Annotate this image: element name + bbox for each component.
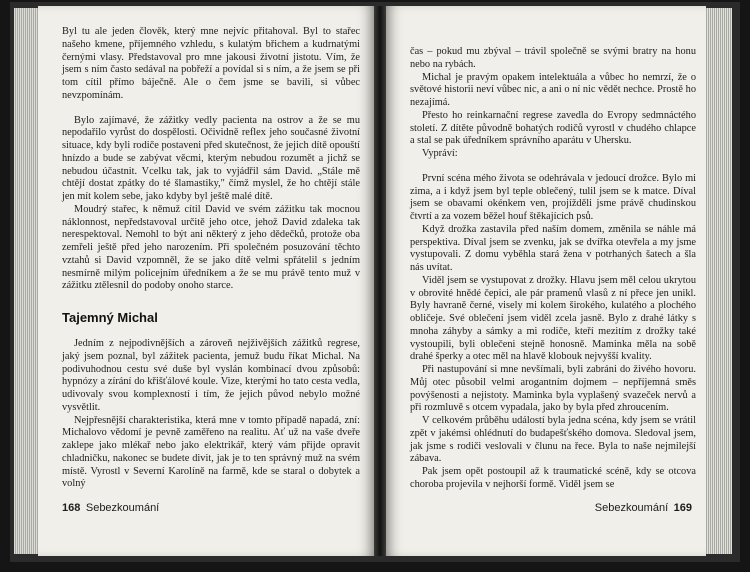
paragraph: Nejpřesnější charakteristika, která mne v tomto případě napadá, zní: Michalovo vědomí je pevně zaměřeno na realitu. Ať už na vaše dveře zaklepe jako mlékař nebo jako elektrikář, který vám přijde opravit chladničku, nakonec se budete divit, jak je to ten správný muž na svém místě. Vyrostl v Severní Karolíně na farmě, kde se staral o dobytek a volný xyxy=(62,414,360,490)
right-page-text xyxy=(410,46,696,492)
chapter-heading: Tajemný Michal xyxy=(62,310,158,325)
right-page-folio xyxy=(595,502,692,514)
left-page-body-top xyxy=(62,26,360,293)
paragraph: Při nastupování si mne nevšímali, byli zabráni do živého hovoru. Můj otec působil velmi arogantním dojmem – nepříjemná směs povýšenosti a nejistoty. Maminka byla vyplašený svazeček nervů a při rozmluvě s otcem vypadala, jako by byla před zhroucením. xyxy=(410,364,696,414)
left-page-folio xyxy=(62,502,159,514)
paragraph: Když drožka zastavila před naším domem, změnila se náhle má perspektiva. Díval jsem se zvenku, jak se dvířka otevřela a my jsme vystupovali. Z domu vyběhla stará žena v potrhaných šatech a šla nás uvítat. xyxy=(410,223,696,273)
right-page xyxy=(386,6,706,556)
right-page-edges xyxy=(704,8,732,554)
paragraph: Přesto ho reinkarnační regrese zavedla do Evropy sedmnáctého století. Z dítěte původně bohatých rodičů vyrostl v chudého chlapce a stal se pak úředníkem správního aparátu v Uhersku. xyxy=(410,109,696,147)
paragraph: Viděl jsem se vystupovat z drožky. Hlavu jsem měl celou ukrytou v obrovité hnědé čepici, ale pár pramenů vlasů z ní přece jen unikl. Byly havraně černé, visely mi kolem širokého, kulatého a plochého obličeje. Své oblečení jsem viděl zcela jasně. Bylo z drahé látky s mnoha záhyby a sámky a mi rodiče, kteří mezitím z drožky také vystoupili, byli oblečeni stejně honosně. Maminka měla na sobě drahé šperky a otec měl na hlavě klobouk nejvyšší kvality. xyxy=(410,274,696,363)
left-page xyxy=(38,6,374,556)
left-running-title: Sebezkoumání xyxy=(85,502,160,514)
paragraph: čas – pokud mu zbýval – trávil společně se svými bratry na honu nebo na rybách. xyxy=(410,46,696,70)
right-running-title: Sebezkoumání xyxy=(594,502,669,514)
right-page-number: 169 xyxy=(673,502,692,514)
left-page-text xyxy=(62,26,360,491)
paragraph: Vypráví: xyxy=(422,148,458,159)
right-page-body xyxy=(410,46,696,492)
left-page-body-bottom xyxy=(62,338,360,491)
paragraph: Byl tu ale jeden člověk, který mne nejvíc přitahoval. Byl to stařec našeho kmene, příjemného vzhledu, s kulatým břichem a kudrnatými černými vlasy. Představoval pro mne jakousi životní jistotu. Vím, že jsem s ním často sedával na pobřeží a povídal si s ním, a že jsem se při tom cítil přímo báječně. Ale o čem jsme se bavili, si vůbec nevzpomínám. xyxy=(62,26,360,101)
paragraph: První scéna mého života se odehrávala v jedoucí drožce. Bylo mi zima, a i když jsem byl teple oblečený, tulil jsem se k matce. Díval jsem se obavami okénkem ven, projížděli jsme právě chudinskou čtvrtí a za vozem běžel houf štěkajících psů. xyxy=(410,172,696,222)
left-page-edges xyxy=(14,8,40,554)
paragraph: Jedním z nejpodivnějších a zároveň nejživějších zážitků regrese, jaký jsem poznal, byl zážitek pacienta, jemuž budu říkat Michal. Na podivuhodnou cestu své duše byl vyslán kombinací dvou způsobů: hypnózy a zírání do křišťálové koule. Vize, kterými ho tato cesta vedla, udivovaly svou komplexností i tím, že jejich původ nebylo možné vysvětlit. xyxy=(62,338,360,413)
paragraph: V celkovém průběhu událostí byla jedna scéna, kdy jsem se vrátil zpět v jakémsi ohlédnutí do budapešťského domova. Sledoval jsem, jak jsme s rodiči veslovali v člunu na řece. Byla to naše nejmilejší zábava. xyxy=(410,415,696,465)
paragraph: Moudrý stařec, k němuž cítil David ve svém zážitku tak mocnou náklonnost, nepředstavoval určitě jeho otce, jehož David zdaleka tak nerespektoval. Nemohl to být ani některý z jeho dědečků, protože oba zemřeli ještě před jeho narozením. Při společném posuzování těchto vztahů si David vzpomněl, že se jako dítě velmi spřátelil s jedním nesmírně milým policejním úředníkem a že se mu právě tento muž v zážitku ztělesnil do podoby onoho starce. xyxy=(62,203,360,292)
left-page-number: 168 xyxy=(62,502,81,514)
paragraph: Michal je pravým opakem intelektuála a vůbec ho nemrzí, že o světové historii neví vůbec nic, a ani o ní nic vědět nechce. Prostě ho nezajímá. xyxy=(410,71,696,108)
book-gutter xyxy=(374,6,386,556)
paragraph: Bylo zajímavé, že zážitky vedly pacienta na ostrov a že se mu nepodařilo vyrůst do dospělosti. Očividně reflex jeho současné životní situace, kdy byli rodiče postaveni před skutečnost, že jejich dítě opouští hnízdo a bude se zabývat věcmi, kterým nebudou rozumět a jichž se nebudou účastnit. Vcelku tak, jak to vyjádřil sám David. „Stále mě chtějí dostat zpátky do té šlamastiky," čímž myslel, že ho chtějí stále jen mít kolem sebe, jako kdyby byl ještě malé dítě. xyxy=(62,114,360,202)
paragraph: Pak jsem opět postoupil až k traumatické scéně, kdy se otcova choroba projevila v nejhorší formě. Viděl jsem se xyxy=(410,466,696,490)
